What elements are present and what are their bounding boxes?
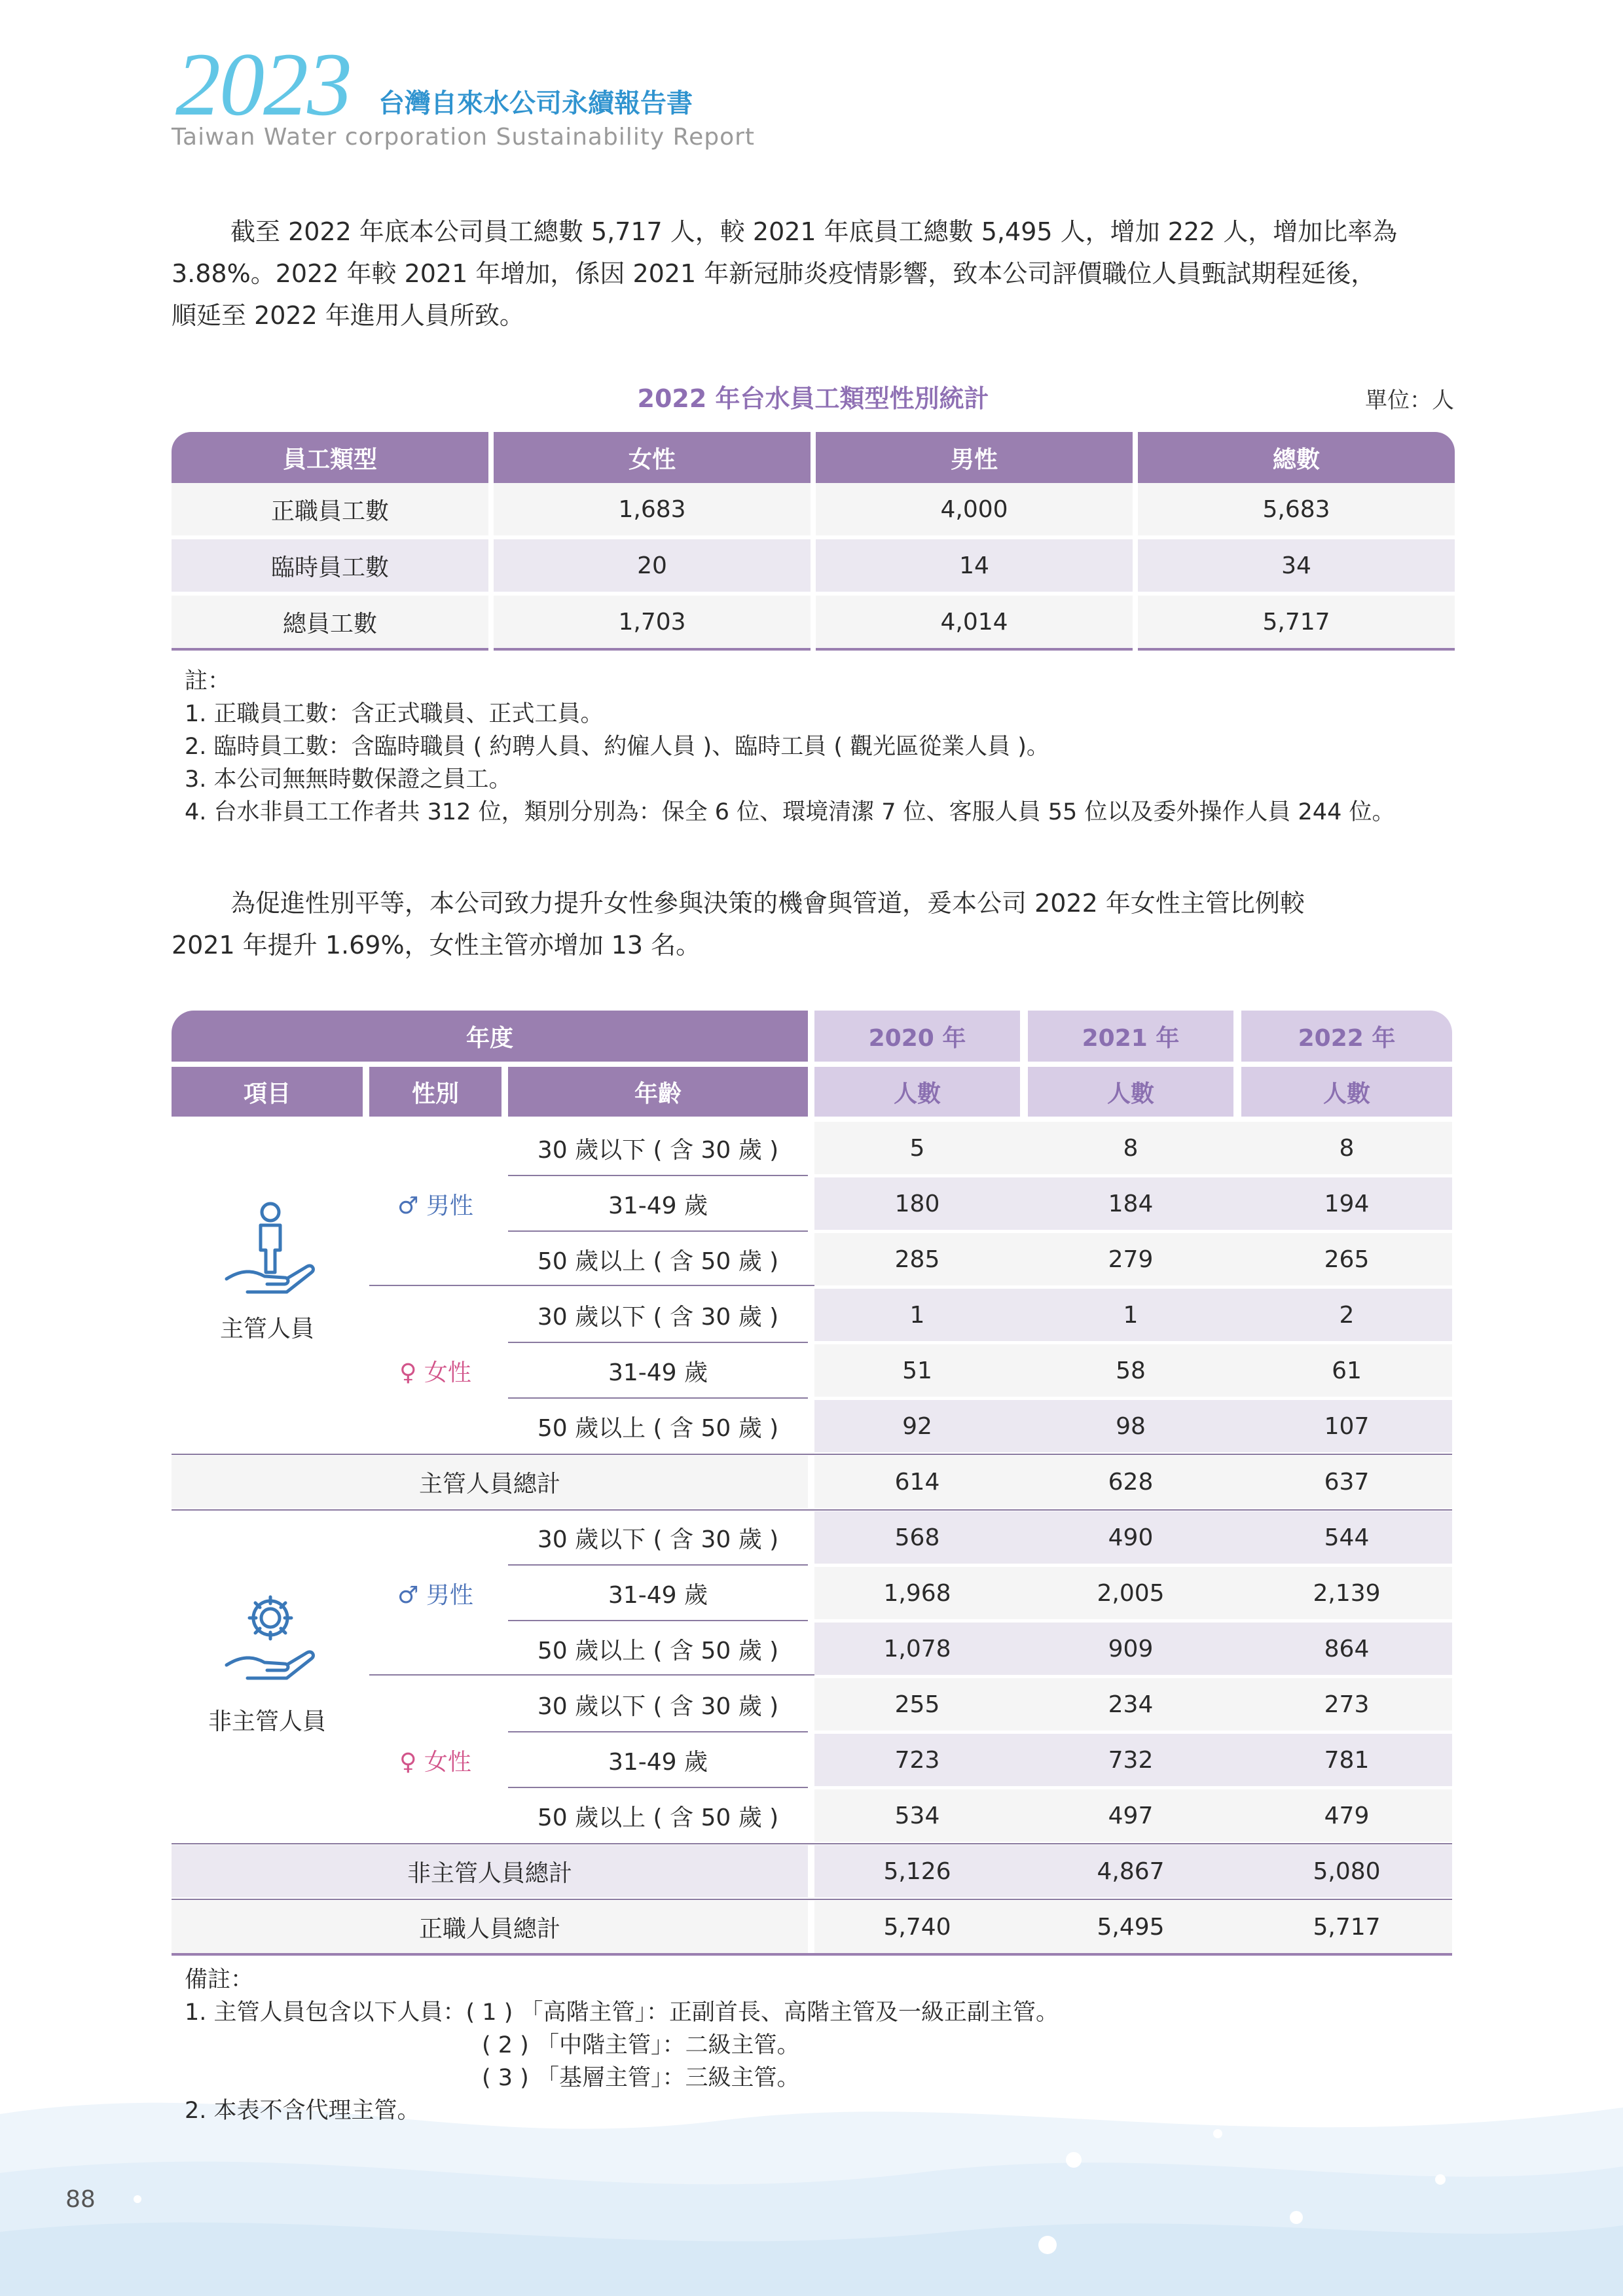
header-item: 項目 xyxy=(172,1067,363,1117)
table-cell: 5,717 xyxy=(1138,596,1455,651)
table-cell: 總員工數 xyxy=(172,596,488,651)
age-cell: 31-49 歲 xyxy=(608,1359,708,1386)
employee-type-gender-table xyxy=(166,432,1460,651)
value-cell: 497 xyxy=(1108,1802,1154,1829)
value-cell: 723 xyxy=(894,1746,940,1774)
header-year-label: 年度 xyxy=(172,1011,808,1062)
gender-male xyxy=(369,1567,501,1619)
gender-female xyxy=(369,1734,501,1786)
value-cell: 864 xyxy=(1324,1635,1370,1662)
value-cell: 909 xyxy=(1108,1635,1154,1662)
gender-line-1: 為促進性別平等，本公司致力提升女性參與決策的機會與管道，爰本公司 2022 年女性主管比例較 xyxy=(230,889,1305,918)
gender-female xyxy=(369,1344,501,1397)
value-cell: 1 xyxy=(909,1301,925,1329)
value-cell: 614 xyxy=(894,1468,940,1496)
header-year-2020: 2020 年 xyxy=(814,1011,1020,1062)
age-cell: 31-49 歲 xyxy=(608,1748,708,1776)
value-cell: 568 xyxy=(894,1524,940,1551)
value-cell: 490 xyxy=(1108,1524,1154,1551)
value-cell: 2,005 xyxy=(1097,1579,1165,1607)
header-count: 人數 xyxy=(1241,1067,1452,1117)
value-cell: 180 xyxy=(894,1190,940,1217)
table-cell: 14 xyxy=(816,539,1133,596)
table-cell: 4,000 xyxy=(816,483,1133,539)
table-cell: 34 xyxy=(1138,539,1455,596)
value-cell: 273 xyxy=(1324,1691,1370,1718)
table-cell: 4,014 xyxy=(816,596,1133,651)
table-row xyxy=(172,596,1455,651)
value-cell: 92 xyxy=(902,1412,932,1440)
intro-line-2: 3.88%。2022 年較 2021 年增加，係因 2021 年新冠肺炎疫情影響，致本公司評價職位人員甄試期程延後， xyxy=(172,259,1376,288)
value-cell: 1,078 xyxy=(883,1635,951,1662)
intro-line-3: 順延至 2022 年進用人員所致。 xyxy=(172,301,524,330)
value-cell: 58 xyxy=(1116,1357,1146,1384)
header-gender: 性別 xyxy=(369,1067,501,1117)
table-cell: 5,683 xyxy=(1138,483,1455,539)
value-cell: 5,126 xyxy=(883,1857,951,1885)
non-managers-total-label: 非主管人員總計 xyxy=(407,1859,572,1887)
value-cell: 1 xyxy=(1123,1301,1139,1329)
grand-total-label: 正職人員總計 xyxy=(418,1915,560,1943)
age-cell: 31-49 歲 xyxy=(608,1581,708,1609)
header-age: 年齡 xyxy=(508,1067,808,1117)
value-cell: 194 xyxy=(1324,1190,1370,1217)
table-cell: 1,683 xyxy=(494,483,811,539)
value-cell: 5,717 xyxy=(1313,1913,1381,1941)
table1-unit: 單位：人 xyxy=(1365,387,1454,414)
value-cell: 285 xyxy=(894,1246,940,1273)
table2-remarks xyxy=(185,1964,1059,2127)
value-cell: 5,495 xyxy=(1097,1913,1165,1941)
table-cell: 1,703 xyxy=(494,596,811,651)
group-label-non-managers: 非主管人員 xyxy=(208,1708,326,1735)
value-cell: 51 xyxy=(902,1357,932,1384)
value-cell: 8 xyxy=(1339,1134,1355,1162)
gender-male-label: ♂ 男性 xyxy=(397,1192,473,1219)
header-year-2021: 2021 年 xyxy=(1028,1011,1233,1062)
age-cell: 31-49 歲 xyxy=(608,1192,708,1219)
group-label-managers: 主管人員 xyxy=(219,1315,314,1342)
intro-line-1: 截至 2022 年底本公司員工總數 5,717 人，較 2021 年底員工總數 5,495 人，增加 222 人，增加比率為 xyxy=(230,217,1398,246)
note-item: 2. 臨時員工數：含臨時職員 ( 約聘人員、約僱人員 )、臨時工員 ( 觀光區從業人員 )。 xyxy=(185,734,1049,760)
header-count: 人數 xyxy=(814,1067,1020,1117)
page-number: 88 xyxy=(65,2186,96,2213)
value-cell: 2 xyxy=(1339,1301,1355,1329)
value-cell: 544 xyxy=(1324,1524,1370,1551)
value-cell: 2,139 xyxy=(1313,1579,1381,1607)
table-cell: 正職員工數 xyxy=(172,483,488,539)
age-cell: 30 歲以下 ( 含 30 歲 ) xyxy=(537,1526,779,1553)
header-count: 人數 xyxy=(1028,1067,1233,1117)
value-cell: 5,740 xyxy=(883,1913,951,1941)
gender-equality-paragraph xyxy=(172,882,1455,966)
age-cell: 30 歲以下 ( 含 30 歲 ) xyxy=(537,1136,779,1164)
value-cell: 637 xyxy=(1324,1468,1370,1496)
table-row xyxy=(172,483,1455,539)
value-cell: 61 xyxy=(1332,1357,1362,1384)
intro-paragraph xyxy=(172,211,1455,336)
value-cell: 265 xyxy=(1324,1246,1370,1273)
value-cell: 255 xyxy=(894,1691,940,1718)
value-cell: 534 xyxy=(894,1802,940,1829)
value-cell: 5,080 xyxy=(1313,1857,1381,1885)
gender-line-2: 2021 年提升 1.69%，女性主管亦增加 13 名。 xyxy=(172,931,701,960)
table-cell: 20 xyxy=(494,539,811,596)
report-title-zh: 台灣自來水公司永續報告書 xyxy=(378,88,693,118)
table1-header: 男性 xyxy=(816,432,1133,483)
table1-header: 總數 xyxy=(1138,432,1455,483)
remark-line: 2. 本表不含代理主管。 xyxy=(185,2098,420,2124)
age-cell: 30 歲以下 ( 含 30 歲 ) xyxy=(537,1693,779,1720)
gender-female-label: ♀ 女性 xyxy=(399,1748,471,1776)
table1-header: 女性 xyxy=(494,432,811,483)
managers-total-label: 主管人員總計 xyxy=(418,1470,560,1498)
value-cell: 184 xyxy=(1108,1190,1154,1217)
remark-line: ( 2 ) 「中階主管」：二級主管。 xyxy=(482,2032,800,2058)
report-title-en: Taiwan Water corporation Sustainability Report xyxy=(172,124,756,151)
header-year-2022: 2022 年 xyxy=(1241,1011,1452,1062)
table-row xyxy=(172,539,1455,596)
table1-header: 員工類型 xyxy=(172,432,488,483)
report-year: 2023 xyxy=(175,34,351,134)
remark-line: 1. 主管人員包含以下人員：( 1 ) 「高階主管」：正副首長、高階主管及一級正副主管。 xyxy=(185,2000,1059,2026)
value-cell: 4,867 xyxy=(1097,1857,1165,1885)
table1-caption: 2022 年台水員工類型性別統計 xyxy=(637,384,989,413)
gear-in-hand-icon xyxy=(221,1593,319,1691)
age-cell: 50 歲以上 ( 含 50 歲 ) xyxy=(537,1804,779,1831)
value-cell: 234 xyxy=(1108,1691,1154,1718)
value-cell: 8 xyxy=(1123,1134,1139,1162)
note-item: 1. 正職員工數：含正式職員、正式工員。 xyxy=(185,701,604,727)
age-cell: 50 歲以上 ( 含 50 歲 ) xyxy=(537,1637,779,1664)
value-cell: 479 xyxy=(1324,1802,1370,1829)
note-item: 4. 台水非員工工作者共 312 位，類別分別為：保全 6 位、環境清潔 7 位、客服人員 55 位以及委外操作人員 244 位。 xyxy=(185,799,1395,825)
value-cell: 107 xyxy=(1324,1412,1370,1440)
gender-male xyxy=(369,1177,501,1230)
table-cell: 臨時員工數 xyxy=(172,539,488,596)
person-in-hand-icon xyxy=(221,1200,319,1305)
age-cell: 50 歲以上 ( 含 50 歲 ) xyxy=(537,1414,779,1442)
remark-line: ( 3 ) 「基層主管」：三級主管。 xyxy=(482,2065,800,2091)
value-cell: 98 xyxy=(1116,1412,1146,1440)
value-cell: 1,968 xyxy=(883,1579,951,1607)
notes-title: 註： xyxy=(185,668,231,694)
value-cell: 5 xyxy=(909,1134,925,1162)
value-cell: 279 xyxy=(1108,1246,1154,1273)
table1-notes xyxy=(185,665,1395,829)
value-cell: 628 xyxy=(1108,1468,1154,1496)
value-cell: 732 xyxy=(1108,1746,1154,1774)
gender-female-label: ♀ 女性 xyxy=(399,1359,471,1386)
age-cell: 50 歲以上 ( 含 50 歲 ) xyxy=(537,1247,779,1275)
gender-male-label: ♂ 男性 xyxy=(397,1581,473,1609)
value-cell: 781 xyxy=(1324,1746,1370,1774)
remarks-title: 備註： xyxy=(185,1967,254,1993)
note-item: 3. 本公司無無時數保證之員工。 xyxy=(185,766,512,793)
age-cell: 30 歲以下 ( 含 30 歲 ) xyxy=(537,1303,779,1331)
